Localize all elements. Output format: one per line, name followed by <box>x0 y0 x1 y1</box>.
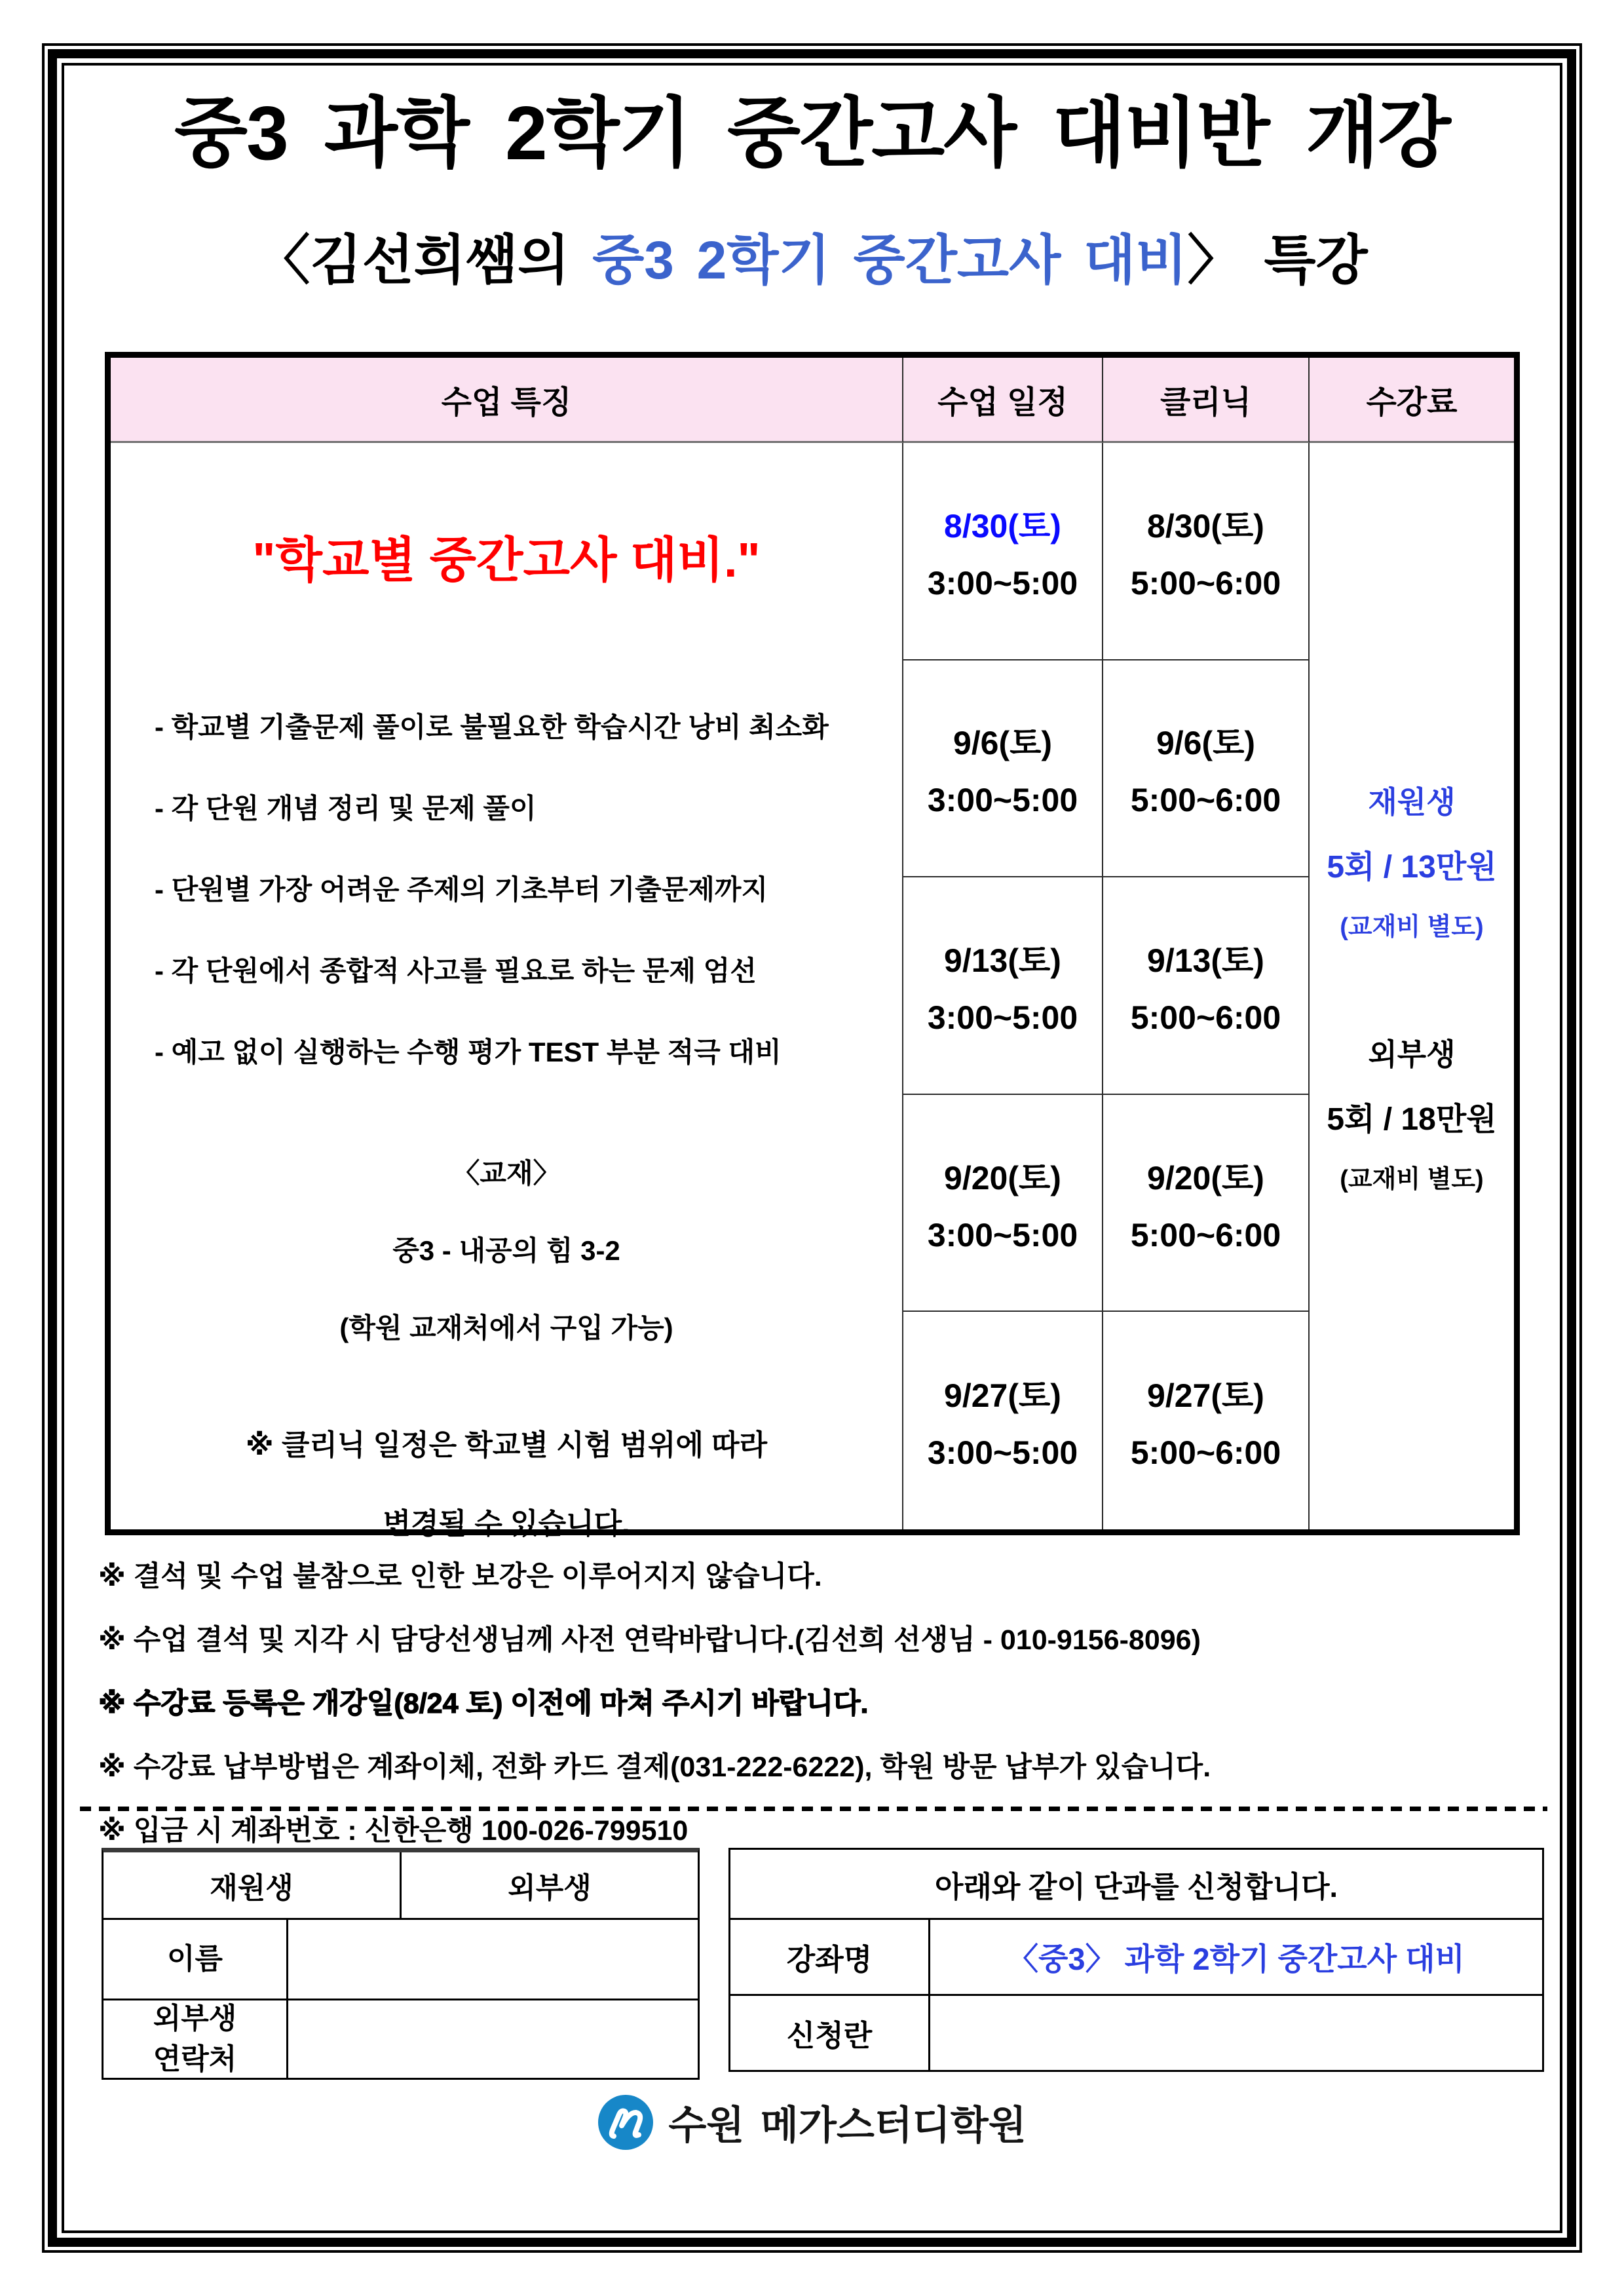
contact-row <box>104 2000 698 2078</box>
clinic-note-line1: ※ 클리닉 일정은 학교별 시험 범위에 따라 <box>245 1429 768 1461</box>
notice-item: ※ 입금 시 계좌번호 : 신한은행 100-026-799510 <box>98 1815 689 1846</box>
clinic-time-5: 5:00~6:00 <box>1130 1434 1281 1472</box>
dashed-cut-line <box>80 1807 1547 1811</box>
subtitle-prefix: 〈김선희쌤의 <box>256 231 593 290</box>
external-student-header: 외부생 <box>508 1872 592 1904</box>
megastudy-n-icon <box>597 2094 654 2151</box>
signature-label: 신청란 <box>730 1996 930 2070</box>
page-subtitle <box>0 218 1624 294</box>
features-bullet-list <box>140 706 873 1070</box>
feature-bullet: - 단원별 가장 어려운 주제의 기초부터 기출문제까지 <box>155 874 768 905</box>
fee-external-label: 외부생 <box>1368 1037 1456 1071</box>
feature-bullet: - 각 단원에서 종합적 사고를 필요로 하는 문제 엄선 <box>155 955 757 986</box>
clinic-note-line2: 변경될 수 있습니다. <box>383 1508 630 1540</box>
clinic-slot-2 <box>1103 660 1310 878</box>
col-header-features: 수업 특징 <box>111 358 903 443</box>
lesson-time-1: 3:00~5:00 <box>927 564 1078 602</box>
lesson-slot-4 <box>903 1095 1103 1312</box>
name-input-cell <box>288 1920 698 1999</box>
clinic-time-1: 5:00~6:00 <box>1130 564 1281 602</box>
col-header-schedule: 수업 일정 <box>903 358 1103 443</box>
clinic-slot-3 <box>1103 877 1310 1095</box>
academy-name: 수원 메가스터디학원 <box>668 2103 1027 2147</box>
academy-logo <box>0 2094 1624 2151</box>
features-cell <box>111 443 903 1540</box>
course-info-table <box>105 352 1520 1540</box>
clinic-time-3: 5:00~6:00 <box>1130 999 1281 1036</box>
clinic-slot-1 <box>1103 443 1310 660</box>
lesson-date-1: 8/30(토) <box>944 507 1061 545</box>
clinic-date-3: 9/13(토) <box>1147 942 1264 979</box>
fee-enrolled-price: 5회 / 13만원 <box>1327 849 1497 885</box>
feature-bullet: - 예고 없이 실행하는 수행 평가 TEST 부분 적극 대비 <box>155 1037 782 1067</box>
lesson-time-2: 3:00~5:00 <box>927 782 1078 819</box>
clinic-time-2: 5:00~6:00 <box>1130 782 1281 819</box>
feature-bullet: - 각 단원 개념 정리 및 문제 풀이 <box>155 793 537 824</box>
course-name-value: 〈중3〉 과학 2학기 중간고사 대비 <box>1008 1942 1465 1976</box>
clinic-date-1: 8/30(토) <box>1147 507 1264 545</box>
fee-enrolled-label: 재원생 <box>1368 784 1456 819</box>
notice-list <box>98 1554 1211 1848</box>
signature-input-cell <box>930 1996 1542 2070</box>
lesson-date-3: 9/13(토) <box>944 942 1061 979</box>
notice-item: ※ 수강료 납부방법은 계좌이체, 전화 카드 결제(031-222-6222), 학원 방문 납부가 있습니다. <box>98 1751 1211 1783</box>
course-application-table <box>728 1848 1544 2072</box>
course-name-row <box>730 1920 1542 1996</box>
fee-external-block <box>1327 1031 1496 1195</box>
contact-label-line1: 외부생 <box>153 2002 237 2035</box>
fee-external-note: (교재비 별도) <box>1340 1165 1484 1193</box>
fee-enrolled-block <box>1327 778 1496 942</box>
lesson-slot-3 <box>903 877 1103 1095</box>
fee-enrolled-note: (교재비 별도) <box>1340 913 1484 941</box>
subtitle-highlight: 중3 2학기 중간고사 대비 <box>592 231 1188 290</box>
col-header-fee: 수강료 <box>1310 358 1514 443</box>
name-row <box>104 1920 698 2000</box>
contact-label <box>104 2000 288 2078</box>
fee-external-price: 5회 / 18만원 <box>1327 1101 1497 1137</box>
clinic-slot-4 <box>1103 1095 1310 1312</box>
applicant-info-table <box>102 1848 700 2080</box>
page-title: 중3 과학 2학기 중간고사 대비반 개강 <box>174 90 1450 176</box>
textbook-name: 중3 - 내공의 힘 3-2 <box>392 1235 620 1266</box>
notice-item: ※ 수강료 등록은 개강일(8/24 토) 이전에 마쳐 주시기 바랍니다. <box>98 1688 869 1719</box>
textbook-purchase-note: (학원 교재처에서 구입 가능) <box>339 1312 673 1343</box>
signature-row <box>730 1996 1542 2070</box>
clinic-date-2: 9/6(토) <box>1156 725 1256 762</box>
application-statement: 아래와 같이 단과를 신청합니다. <box>730 1850 1542 1920</box>
course-name-label: 강좌명 <box>730 1920 930 1994</box>
lesson-time-3: 3:00~5:00 <box>927 999 1078 1036</box>
lesson-time-4: 3:00~5:00 <box>927 1216 1078 1253</box>
clinic-slot-5 <box>1103 1312 1310 1529</box>
subtitle-suffix: 〉 특강 <box>1187 231 1368 290</box>
features-headline: "학교별 중간고사 대비." <box>252 533 761 587</box>
col-header-clinic: 클리닉 <box>1103 358 1310 443</box>
lesson-slot-1 <box>903 443 1103 660</box>
contact-label-line2: 연락처 <box>153 2043 237 2075</box>
lesson-slot-5 <box>903 1312 1103 1529</box>
clinic-date-5: 9/27(토) <box>1147 1377 1264 1415</box>
name-label: 이름 <box>104 1920 288 1999</box>
lesson-date-4: 9/20(토) <box>944 1159 1061 1196</box>
contact-input-cell <box>288 2000 698 2078</box>
textbook-heading: 〈교재〉 <box>452 1158 561 1189</box>
notice-item: ※ 결석 및 수업 불참으로 인한 보강은 이루어지지 않습니다. <box>98 1561 822 1592</box>
fee-cell <box>1310 443 1514 1529</box>
lesson-date-2: 9/6(토) <box>953 725 1053 762</box>
lesson-slot-2 <box>903 660 1103 878</box>
lesson-date-5: 9/27(토) <box>944 1377 1061 1415</box>
clinic-time-4: 5:00~6:00 <box>1130 1216 1281 1253</box>
enrolled-student-header: 재원생 <box>104 1852 402 1918</box>
textbook-info <box>339 1152 673 1346</box>
clinic-schedule-note <box>246 1421 767 1542</box>
applicant-type-header-row <box>104 1852 698 1920</box>
notice-item: ※ 수업 결석 및 지각 시 담당선생님께 사전 연락바랍니다.(김선희 선생님 - 010-9156-8096) <box>98 1624 1201 1656</box>
clinic-date-4: 9/20(토) <box>1147 1159 1264 1196</box>
lesson-time-5: 3:00~5:00 <box>927 1434 1078 1472</box>
feature-bullet: - 학교별 기출문제 풀이로 불필요한 학습시간 낭비 최소화 <box>155 712 829 742</box>
